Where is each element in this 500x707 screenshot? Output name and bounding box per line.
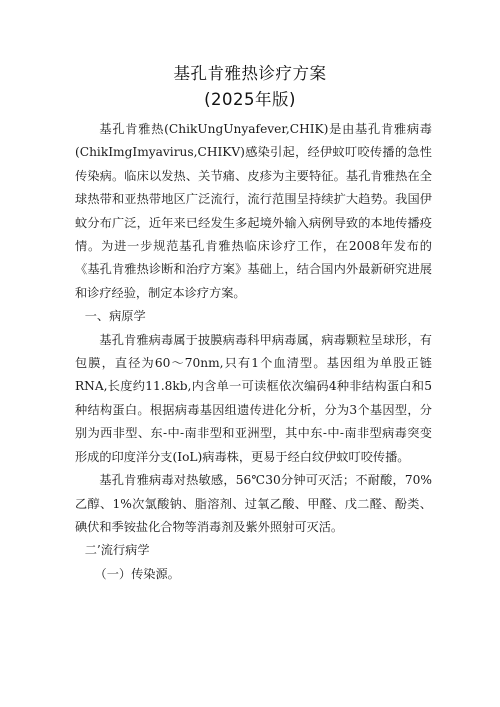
section-heading-epidemiology: 二’流行病学 [84,543,150,558]
pathogen-paragraph-1: 基孔肯雅病毒属于披膜病毒科甲病毒属，病毒颗粒呈球形，有包膜，直径为60～70nm,只有1个血清型。基因组为单股正链RNA,长度约11.8kb,内含单一可读框依次编码4种非结构蛋白和5种结构蛋白。根据病毒基因组遗传进化分析，分为3个基因型，分别为西非型、东-中-南非型和亚洲型，其中东-中-南非型病毒突变形成的印度洋分支(IoL)病毒株，更易于经白纹伊蚊叮咬传播。 [75,332,432,464]
subsection-heading-source: （一）传染源。 [94,566,180,581]
document-body [75,118,432,586]
pathogen-paragraph-2: 基孔肯雅病毒对热敏感，56℃30分钟可灭活；不耐酸，70%乙醇、1%次氯酸钠、脂溶剂、过氧乙酸、甲醛、戊二醛、酚类、碘伏和季铵盐化合物等消毒剂及紫外照射可灭活。 [75,473,432,534]
document-title: 基孔肯雅热诊疗方案 [173,64,327,83]
intro-paragraph: 基孔肯雅热(ChikUngUnyafever,CHIK)是由基孔肯雅病毒(ChikImgImyavirus,CHIKV)感染引起，经伊蚊叮咬传播的急性传染病。临床以发热、关节痛、皮疹为主要特征。基孔肯雅热在全球热带和亚热带地区广泛流行，流行范围呈持续扩大趋势。我国伊蚊分布广泛，近年来已经发生多起境外输入病例导致的本地传播疫情。为进一步规范基孔肯雅热临床诊疗工作，在2008年发布的《基孔肯雅热诊断和治疗方案》基础上，结合国内外最新研究进展和诊疗经验，制定本诊疗方案。 [75,122,432,300]
section-heading-pathogen: 一、病原学 [84,309,146,324]
document-subtitle: (2025年版) [204,90,296,109]
